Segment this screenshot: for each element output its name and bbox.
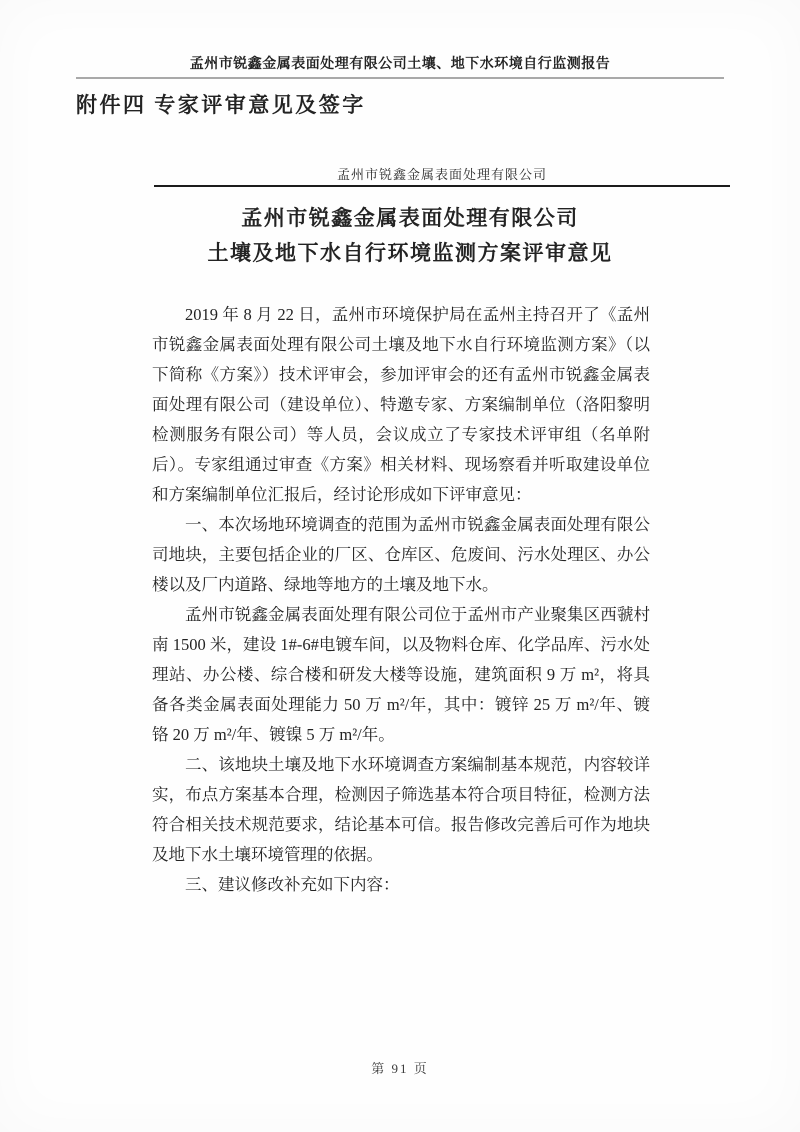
paragraph-item-3: 三、建议修改补充如下内容：	[185, 875, 400, 894]
running-header: 孟州市锐鑫金属表面处理有限公司土壤、地下水环境自行监测报告	[189, 57, 611, 72]
document-title	[90, 201, 730, 271]
document-title-line1: 孟州市锐鑫金属表面处理有限公司	[241, 206, 579, 230]
document-body	[152, 300, 650, 900]
paragraph-site-description: 孟州市锐鑫金属表面处理有限公司位于孟州市产业聚集区西虢村南 1500 米，建设 1#-6#电镀车间，以及物料仓库、化学品库、污水处理站、办公楼、综合楼和研发大楼等设施，建筑面积 9 万 m²，将具备各类金属表面处理能力 50 万 m²/年，其中：镀锌 25 万 m²/年、镀铬 20 万 m²/年、镀镍 5 万 m²/年。	[152, 605, 650, 744]
paragraph-item-2: 二、该地块土壤及地下水环境调查方案编制基本规范，内容较详实，布点方案基本合理，检测因子筛选基本符合项目特征，检测方法符合相关技术规范要求，结论基本可信。报告修改完善后可作为地块及地下水土壤环境管理的依据。	[152, 755, 650, 864]
document-title-line2: 土壤及地下水自行环境监测方案评审意见	[207, 241, 613, 265]
letterhead-company-name: 孟州市锐鑫金属表面处理有限公司	[336, 167, 547, 182]
attachment-heading: 附件四 专家评审意见及签字	[76, 93, 366, 117]
letterhead-rule	[154, 185, 730, 187]
page-number: 第 91 页	[371, 1061, 429, 1076]
paragraph-intro: 2019 年 8 月 22 日，孟州市环境保护局在孟州主持召开了《孟州市锐鑫金属表面处理有限公司土壤及地下水自行环境监测方案》（以下简称《方案》）技术评审会，参加评审会的还有孟州市锐鑫金属表面处理有限公司（建设单位）、特邀专家、方案编制单位（洛阳黎明检测服务有限公司）等人员，会议成立了专家技术评审组（名单附后）。专家组通过审查《方案》相关材料、现场察看并听取建设单位和方案编制单位汇报后，经讨论形成如下评审意见：	[152, 305, 650, 504]
paragraph-item-1: 一、本次场地环境调查的范围为孟州市锐鑫金属表面处理有限公司地块，主要包括企业的厂区、仓库区、危废间、污水处理区、办公楼以及厂内道路、绿地等地方的土壤及地下水。	[152, 515, 650, 594]
header-rule	[76, 77, 724, 79]
